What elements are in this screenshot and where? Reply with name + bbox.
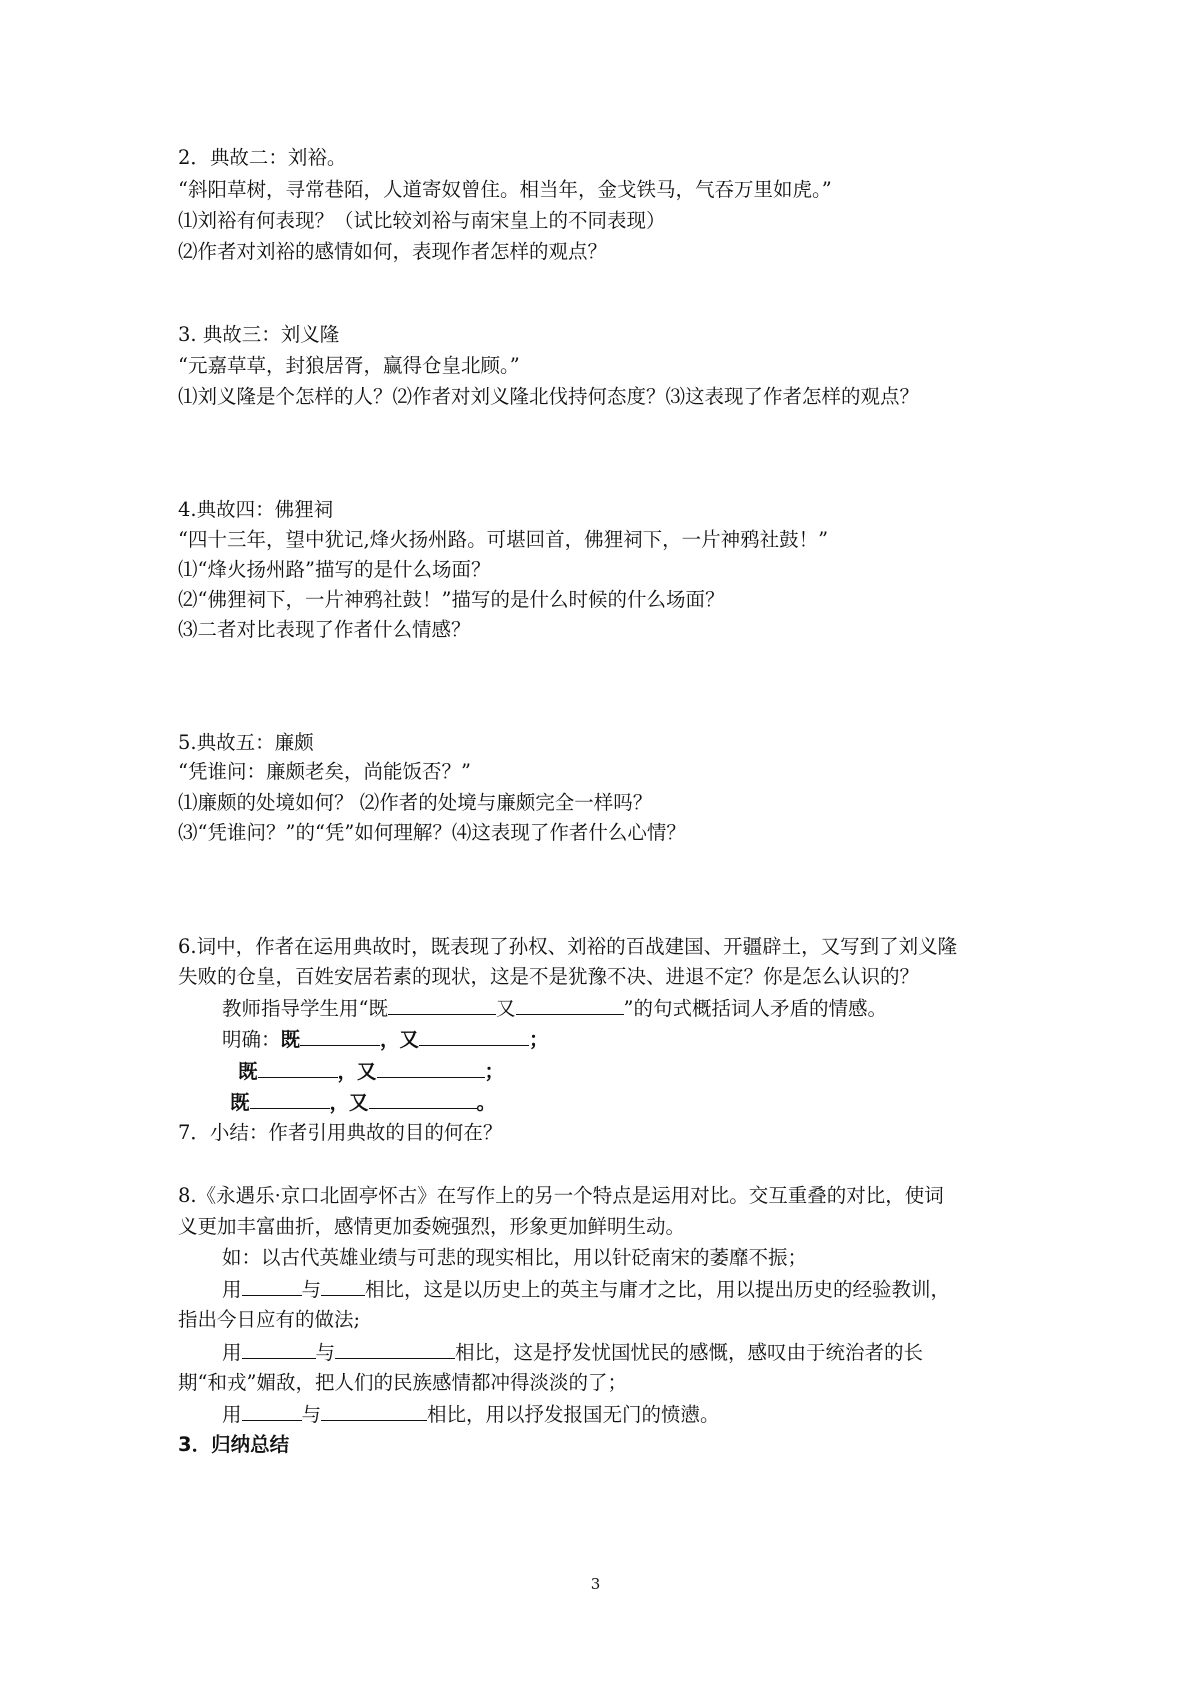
answer-label: 明确： (222, 1028, 281, 1051)
contrast-a-line-2: 指出今日应有的做法; (178, 1308, 361, 1331)
section-2-quote: “斜阳草树，寻常巷陌，人道寄奴曾住。相当年，金戈铁马，气吞万里如虎。” (178, 178, 832, 201)
section-3-title: 3. 典故三：刘义隆 (178, 323, 340, 346)
section-6-line-1: 6.词中，作者在运用典故时，既表现了孙权、刘裕的百战建国、开疆辟土，又写到了刘义隆 (178, 935, 958, 958)
punctuation: ； (484, 1060, 505, 1083)
contrast-b-tail: 相比，这是抒发忧国忧民的感慨，感叹由于统治者的长 (455, 1341, 924, 1364)
ji-text: 既 (230, 1091, 250, 1114)
section-8-line-3: 如：以古代英雄业绩与可悲的现实相比，用以针砭南宋的萎靡不振； (222, 1246, 808, 1269)
section-4-title: 4.典故四：佛狸祠 (178, 498, 334, 521)
section-6-line-2: 失败的仓皇，百姓安居若素的现状，这是不是犹豫不决、进退不定？你是怎么认识的？ (178, 965, 920, 988)
contrast-a (222, 1277, 950, 1302)
section-4-question-3: ⑶二者对比表现了作者什么情感？ (178, 618, 471, 641)
ji-text: 既 (280, 1028, 301, 1051)
answer-line-1 (222, 1027, 549, 1052)
yong-text: 用 (222, 1341, 242, 1364)
punctuation: ； (529, 1028, 549, 1051)
fill-blank (419, 1027, 529, 1046)
contrast-b-line-2: 期“和戎”媚敌，把人们的民族感情都冲得淡淡的了； (178, 1371, 627, 1394)
section-3-questions: ⑴刘义隆是个怎样的人？⑵作者对刘义隆北伐持何态度？⑶这表现了作者怎样的观点？ (178, 385, 920, 408)
yong-text: 用 (222, 1278, 242, 1301)
section-8-line-2: 义更加丰富曲折，感情更加委婉强烈，形象更加鲜明生动。 (178, 1215, 686, 1238)
section-5-quote: “凭谁问：廉颇老矣，尚能饭否？” (178, 760, 471, 783)
guide-text-c: ”的句式概括词人矛盾的情感。 (623, 997, 887, 1020)
punctuation: 。 (476, 1091, 497, 1114)
fill-blank (369, 1090, 477, 1109)
contrast-a-tail: 相比，这是以历史上的英主与庸才之比，用以提出历史的经验教训， (365, 1278, 951, 1301)
answer-line-3 (230, 1090, 496, 1115)
section-5-question-1: ⑴廉颇的处境如何？ ⑵作者的处境与廉颇完全一样吗？ (178, 791, 653, 814)
fill-blank (242, 1340, 316, 1359)
you-text: ，又 (337, 1060, 377, 1083)
contrast-c (222, 1402, 720, 1427)
fill-blank (335, 1340, 455, 1359)
fill-blank (377, 1059, 485, 1078)
ji-text: 既 (238, 1060, 258, 1083)
you-text: ，又 (329, 1091, 369, 1114)
fill-blank (388, 996, 496, 1015)
section-4-question-2: ⑵“佛狸祠下，一片神鸦社鼓！”描写的是什么时候的什么场面？ (178, 588, 725, 611)
section-6-guide (222, 996, 887, 1021)
fill-blank (321, 1402, 427, 1421)
contrast-b (222, 1340, 923, 1365)
section-2-title: 2．典故二：刘裕。 (178, 146, 347, 169)
you-text: ，又 (380, 1028, 420, 1051)
section-8-line-1: 8.《永遇乐·京口北固亭怀古》在写作上的另一个特点是运用对比。交互重叠的对比，使词 (178, 1184, 944, 1207)
contrast-c-tail: 相比，用以抒发报国无门的愤懑。 (427, 1403, 720, 1426)
guide-text-a: 教师指导学生用“既 (222, 997, 388, 1020)
summary-heading: 3．归纳总结 (178, 1433, 290, 1456)
section-4-quote: “四十三年，望中犹记,烽火扬州路。可堪回首，佛狸祠下，一片神鸦社鼓！” (178, 528, 829, 551)
yu-text: 与 (301, 1278, 322, 1301)
section-5-question-2: ⑶“凭谁问？”的“凭”如何理解？⑷这表现了作者什么心情？ (178, 821, 686, 844)
fill-blank (516, 996, 624, 1015)
yong-text: 用 (222, 1403, 242, 1426)
yu-text: 与 (315, 1341, 336, 1364)
fill-blank (250, 1090, 330, 1109)
page-number: 3 (590, 1575, 601, 1593)
fill-blank (300, 1027, 380, 1046)
section-4-question-1: ⑴“烽火扬州路”描写的是什么场面？ (178, 558, 491, 581)
answer-line-2 (238, 1059, 504, 1084)
fill-blank (242, 1402, 302, 1421)
fill-blank (242, 1277, 302, 1296)
section-2-question-1: ⑴刘裕有何表现？（试比较刘裕与南宋皇上的不同表现） (178, 209, 666, 232)
fill-blank (321, 1277, 365, 1296)
section-5-title: 5.典故五：廉颇 (178, 731, 314, 754)
yu-text: 与 (301, 1403, 322, 1426)
section-3-quote: “元嘉草草，封狼居胥，赢得仓皇北顾。” (178, 354, 520, 377)
section-7-title: 7．小结：作者引用典故的目的何在？ (178, 1121, 503, 1144)
fill-blank (258, 1059, 338, 1078)
section-2-question-2: ⑵作者对刘裕的感情如何，表现作者怎样的观点？ (178, 240, 608, 263)
guide-text-b: 又 (495, 997, 516, 1020)
